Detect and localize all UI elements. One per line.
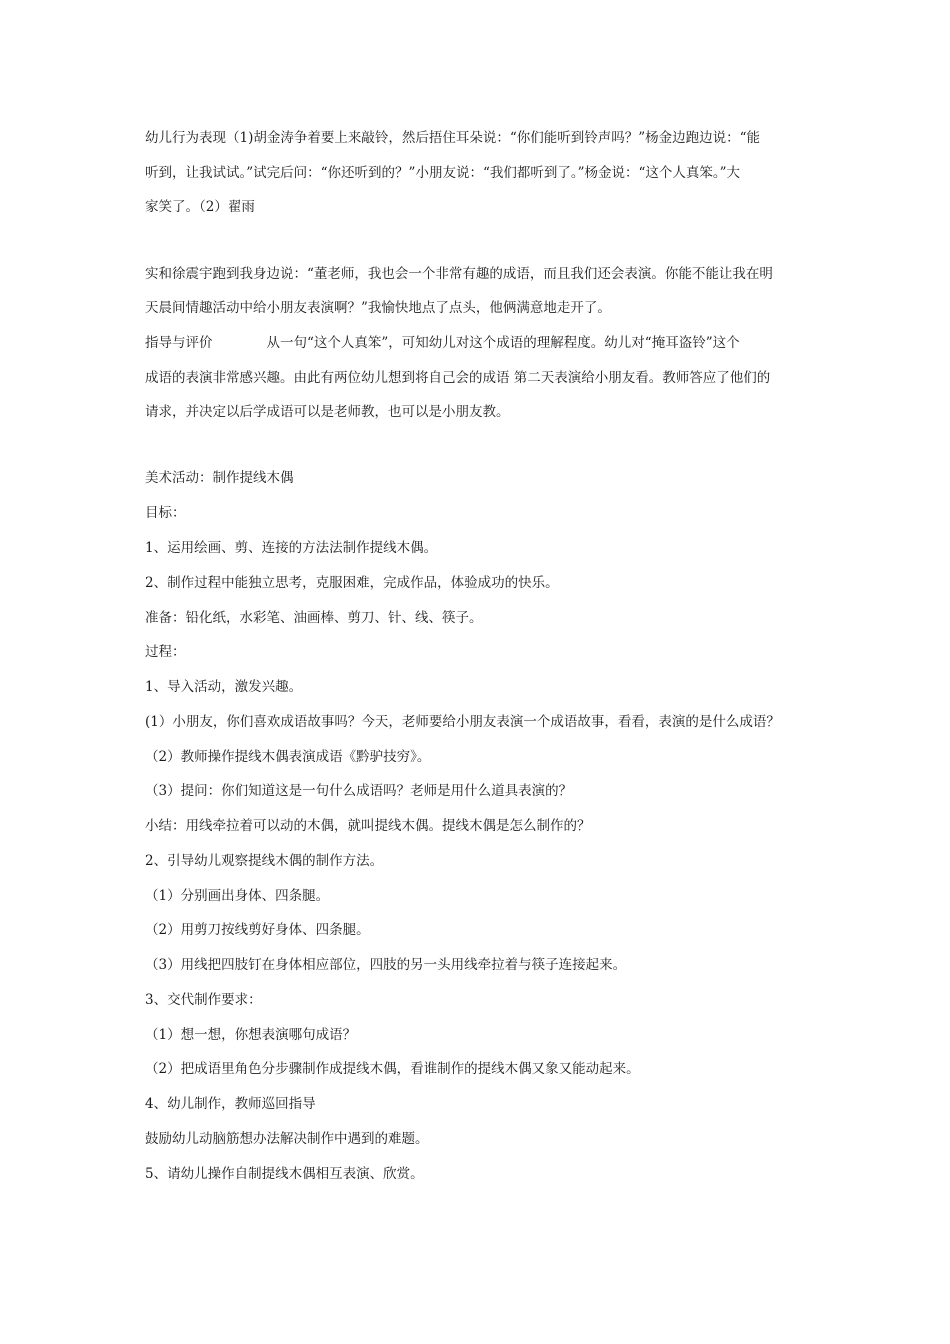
step-item: （3）用线把四肢钉在身体相应部位，四肢的另一头用线牵拉着与筷子连接起来。 [145,957,627,973]
summary: 小结：用线牵拉着可以动的木偶，就叫提线木偶。提线木偶是怎么制作的？ [145,818,591,834]
goal-item: 2、制作过程中能独立思考，克服困难，完成作品，体验成功的快乐。 [145,575,559,591]
step-heading: 5、请幼儿操作自制提线木偶相互表演、欣赏。 [145,1166,424,1182]
step-item: （1）分别画出身体、四条腿。 [145,888,330,904]
lesson-title: 美术活动：制作提线木偶 [145,470,294,486]
paragraph-line: 天晨间情趣活动中给小朋友表演啊？”我愉快地点了点头，他俩满意地走开了。 [145,300,611,316]
step-item: （2）把成语里角色分步骤制作成提线木偶，看谁制作的提线木偶又象又能动起来。 [145,1061,640,1077]
evaluation-line: 请求，并决定以后学成语可以是老师教，也可以是小朋友教。 [145,404,510,420]
evaluation-line [145,333,815,353]
evaluation-line: 成语的表演非常感兴趣。由此有两位幼儿想到将自己会的成语 第二天表演给小朋友看。教师答应了他们的 [145,370,771,386]
goals-label: 目标： [145,505,186,521]
paragraph-line: 听到，让我试试。”试完后问：“你还听到的？”小朋友说：“我们都听到了。”杨金说：“这个人真笨。”大 [145,165,741,181]
evaluation-text: 从一句“这个人真笨”，可知幼儿对这个成语的理解程度。幼儿对“掩耳盗铃”这个 [266,335,740,351]
step-heading: 4、幼儿制作，教师巡回指导 [145,1096,316,1112]
step-note: 鼓励幼儿动脑筋想办法解决制作中遇到的难题。 [145,1131,429,1147]
step-item: （3）提问：你们知道这是一句什么成语吗？老师是用什么道具表演的？ [145,783,573,799]
preparation: 准备：铅化纸，水彩笔、油画棒、剪刀、针、线、筷子。 [145,610,483,626]
evaluation-label: 指导与评价 [145,335,213,351]
step-heading: 3、交代制作要求： [145,992,262,1008]
step-item: (1）小朋友，你们喜欢成语故事吗？今天，老师要给小朋友表演一个成语故事，看看，表演的是什么成语？ [145,714,780,730]
step-item: （1）想一想，你想表演哪句成语？ [145,1027,357,1043]
paragraph-line: 实和徐震宇跑到我身边说：“董老师，我也会一个非常有趣的成语，而且我们还会表演。你能不能让我在明 [145,266,773,282]
goal-item: 1、运用绘画、剪、连接的方法法制作提线木偶。 [145,540,438,556]
paragraph-line: 家笑了。（2）翟雨 [145,199,255,215]
process-label: 过程： [145,644,186,660]
step-item: （2）教师操作提线木偶表演成语《黔驴技穷》。 [145,749,431,765]
step-item: （2）用剪刀按线剪好身体、四条腿。 [145,922,370,938]
step-heading: 2、引导幼儿观察提线木偶的制作方法。 [145,853,384,869]
paragraph-line: 幼儿行为表现（1)胡金涛争着要上来敲铃，然后捂住耳朵说：“你们能听到铃声吗？”杨金边跑边说：“能 [145,130,761,146]
step-heading: 1、导入活动，激发兴趣。 [145,679,303,695]
